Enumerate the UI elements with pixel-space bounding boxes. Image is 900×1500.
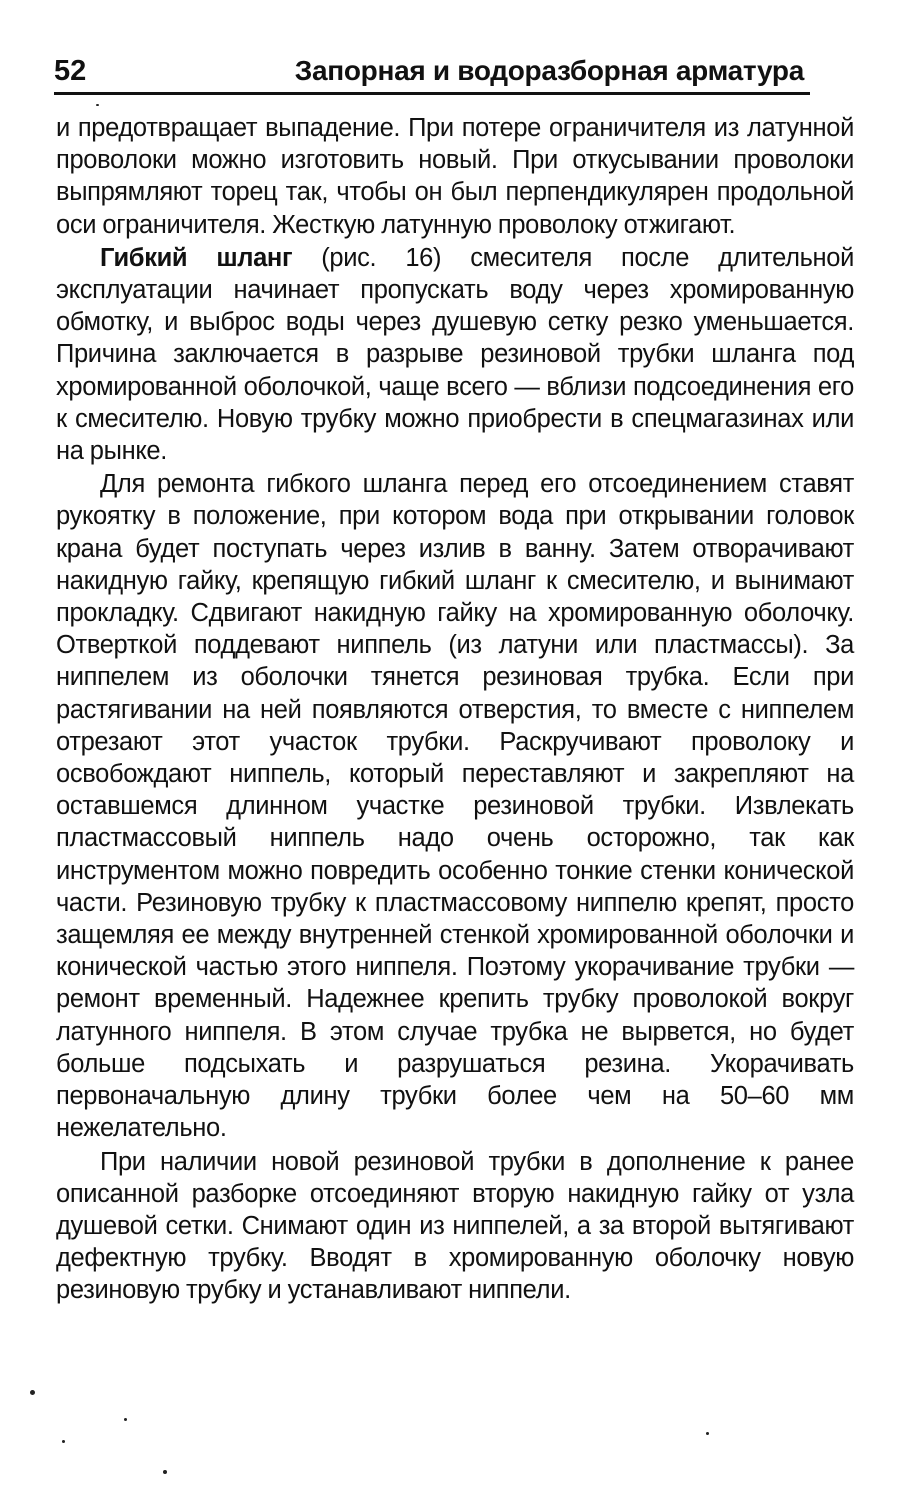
scan-speck [124, 1418, 127, 1421]
scan-speck [30, 1390, 35, 1395]
running-head [54, 52, 810, 95]
paragraph-text: (рис. 16) смесителя после длительной эксплуатации начинает пропускать воду через хромированную обмотку, и выброс воды через душевую сетку резко уменьшается. Причина заключается в разрыве резиновой трубки шланга под хромированной оболочкой, чаще всего — вблизи подсоединения его к смесителю. Новую трубку можно приобрести в спецмагазинах или на рынке. [56, 243, 854, 466]
paragraph-new-tube [56, 1146, 854, 1307]
paragraph-hose-repair [56, 468, 854, 1144]
paragraph-text: и предотвращает выпадение. При потере ограничителя из латунной проволоки можно изготовить новый. При откусывании проволоки выпрямляют торец так, чтобы он был перпендикулярен продольной оси ограничителя. Жесткую латунную проволоку отжигают. [56, 114, 854, 239]
chapter-title: Запорная и водоразборная арматура [294, 55, 804, 86]
scan-speck [62, 1440, 65, 1443]
scan-speck [96, 104, 99, 106]
paragraph-flexible-hose [56, 242, 854, 467]
scan-speck [706, 1432, 709, 1435]
scan-speck [163, 1470, 167, 1474]
paragraph-text: Для ремонта гибкого шланга перед его отсоединением ставят рукоятку в положение, при котором вода при открывании головок крана будет поступать через излив в ванну. Затем отворачивают накидную гайку, крепящую гибкий шланг к смесителю, и вынимают прокладку. Сдвигают накидную гайку на хромированную оболочку. Отверткой поддевают ниппель (из латуни или пластмассы). За ниппелем из оболочки тянется резиновая трубка. Если при растягивании на ней появляются отверстия, то вместе с ниппелем отрезают этот участок трубки. Раскручивают проволоку и освобождают ниппель, который переставляют и закрепляют на оставшемся длинном участке резиновой трубки. Извлекать пластмассовый ниппель надо очень осторожно, так как инструментом можно повредить особенно тонкие стенки конической части. Резиновую трубку к пластмассовому ниппелю крепят, просто защемляя ее между внутренней стенкой хромированной оболочки и конической частью этого ниппеля. Поэтому укорачивание трубки — ремонт временный. Надежнее крепить трубку проволокой вокруг латунного ниппеля. В этом случае трубка не вырвется, но будет больше подсыхать и разрушаться резина. Укорачивать первоначальную длину трубки более чем на 50–60 мм нежелательно. [56, 470, 854, 1143]
page-number: 52 [54, 55, 87, 87]
body-text [56, 112, 854, 1307]
paragraph-continuation [56, 112, 854, 241]
paragraph-lead-term: Гибкий шланг [100, 243, 293, 272]
paragraph-text: При наличии новой резиновой трубки в дополнение к ранее описанной разборке отсоединяют вторую накидную гайку от узла душевой сетки. Снимают один из ниппелей, а за второй вытягивают дефектную трубку. Вводят в хромированную оболочку новую резиновую трубку и устанавливают ниппели. [56, 1147, 854, 1305]
